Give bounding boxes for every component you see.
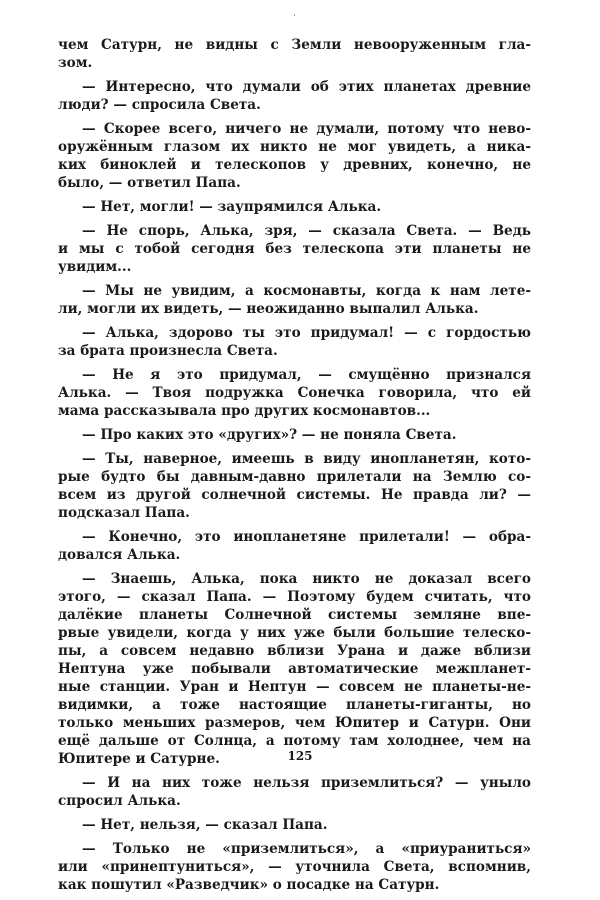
text-line: — Алька, здорово ты это придумал! — с гордостью — [82, 325, 531, 341]
text-line: рвые увидели, когда у них уже были большие телеско- — [58, 625, 531, 641]
text-line: люди? — спросила Света. — [58, 97, 261, 113]
text-line: как пошутил «Разведчик» о посадке на Сатурн. — [58, 877, 440, 893]
text-line: — Про каких это «других»? — не поняла Света. — [82, 427, 457, 443]
paragraph — [58, 222, 531, 276]
text-line: — Ты, наверное, имеешь в виду инопланетян, кото- — [82, 451, 531, 467]
paragraph — [58, 840, 531, 894]
text-line: чем Сатурн, не видны с Земли невооруженным гла- — [58, 37, 531, 53]
text-line: зом. — [58, 55, 93, 71]
text-line: всем из другой солнечной системы. Не правда ли? — — [58, 487, 531, 503]
text-line: — Нет, могли! — заупрямился Алька. — [82, 199, 382, 215]
text-line: Юпитере и Сатурне. — [58, 751, 220, 767]
text-line: или «принептуниться», — уточнила Света, вспомнив, — [58, 859, 531, 875]
text-line: спросил Алька. — [58, 793, 181, 809]
paragraph — [58, 120, 531, 192]
paragraph — [58, 570, 531, 768]
text-line: — Не спорь, Алька, зря, — сказала Света. — Ведь — [82, 223, 531, 239]
text-line: — Нет, нельзя, — сказал Папа. — [82, 817, 328, 833]
text-line: ли, могли их видеть, — неожиданно выпалил Алька. — [58, 301, 479, 317]
text-line: далёкие планеты Солнечной системы земляне впе- — [58, 607, 531, 623]
text-line: этого, — сказал Папа. — Поэтому будем считать, что — [58, 589, 531, 605]
page-number: 125 — [287, 749, 313, 763]
text-line: подсказал Папа. — [58, 505, 190, 521]
paragraph — [58, 366, 531, 420]
text-line: — И на них тоже нельзя приземлиться? — уныло — [82, 775, 531, 791]
paragraph — [58, 324, 531, 360]
paragraph — [58, 36, 531, 72]
text-line: ные станции. Уран и Нептун — совсем не планеты-не- — [58, 679, 531, 695]
text-line: ещё дальше от Солнца, а потому там холоднее, чем на — [58, 733, 531, 749]
paragraph — [58, 282, 531, 318]
text-line: ких биноклей и телескопов у древних, конечно, не — [58, 157, 531, 173]
text-line: пы, а совсем недавно вблизи Урана и даже вблизи — [58, 643, 531, 659]
paragraph — [58, 198, 531, 216]
text-line: Нептуна уже побывали автоматические межпланет- — [58, 661, 531, 677]
paragraph — [58, 528, 531, 564]
text-line: довался Алька. — [58, 547, 181, 563]
paragraph — [58, 774, 531, 810]
text-line: — Знаешь, Алька, пока никто не доказал всего — [82, 571, 531, 587]
text-line: увидим... — [58, 259, 132, 275]
text-line: мама рассказывала про других космонавтов... — [58, 403, 431, 419]
text-line: только меньших размеров, чем Юпитер и Сатурн. Они — [58, 715, 531, 731]
text-line: — Мы не увидим, а космонавты, когда к нам лете- — [82, 283, 531, 299]
text-line: и мы с тобой сегодня без телескопа эти планеты не — [58, 241, 531, 257]
text-line: — Интересно, что думали об этих планетах древние — [82, 79, 531, 95]
text-line: видимки, а тоже настоящие планеты-гиганты, но — [58, 697, 531, 713]
text-line: за брата произнесла Света. — [58, 343, 278, 359]
text-line: было, — ответил Папа. — [58, 175, 241, 191]
text-line: — Только не «приземлиться», а «приураниться» — [82, 841, 531, 857]
paragraph — [58, 426, 531, 444]
paragraph — [58, 450, 531, 522]
text-line: рые будто бы давным-давно прилетали на Землю со- — [58, 469, 531, 485]
text-line: оружённым глазом их никто не мог увидеть, а ника- — [58, 139, 531, 155]
text-line: Алька. — Твоя подружка Сонечка говорила, что ей — [58, 385, 531, 401]
paragraph — [58, 78, 531, 114]
text-line: — Конечно, это инопланетяне прилетали! — обра- — [82, 529, 531, 545]
scan-speck — [294, 14, 295, 16]
text-line: — Скорее всего, ничего не думали, потому что нево- — [82, 121, 531, 137]
body-text — [58, 36, 531, 900]
paragraph — [58, 816, 531, 834]
text-line: — Не я это придумал, — смущённо признался — [82, 367, 531, 383]
